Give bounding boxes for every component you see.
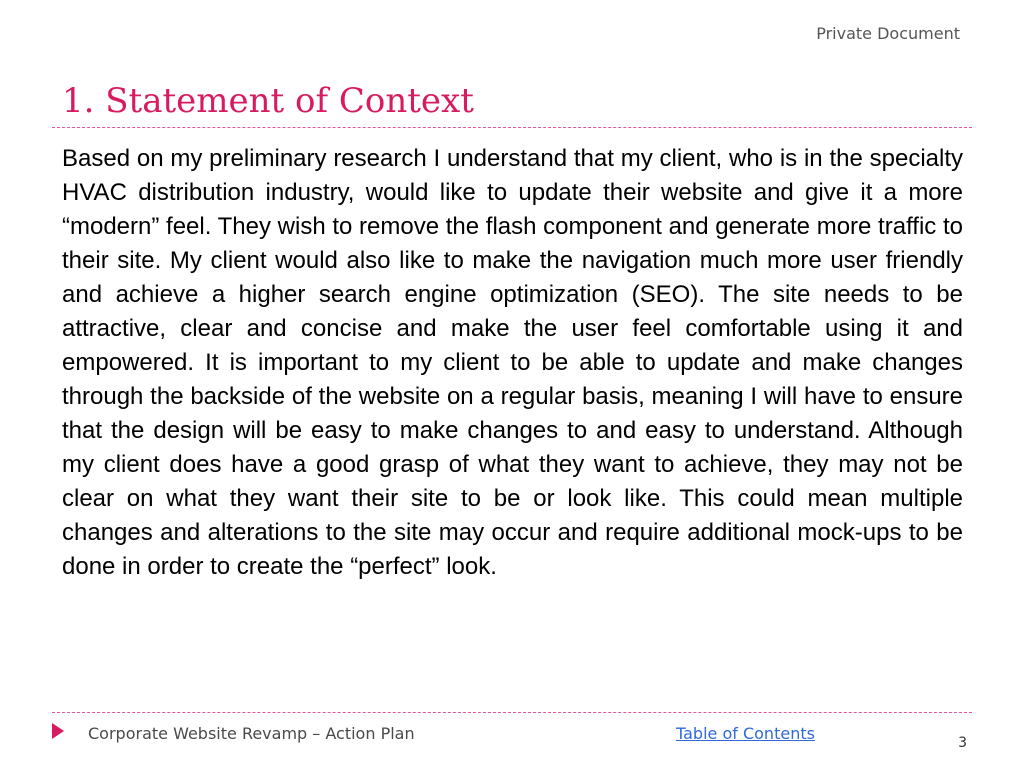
play-arrow-icon xyxy=(52,723,64,739)
presentation-title: Corporate Website Revamp – Action Plan xyxy=(88,724,415,743)
slide-title: 1. Statement of Context xyxy=(62,81,474,121)
title-divider xyxy=(52,127,972,128)
page-number: 3 xyxy=(958,735,967,751)
footer-divider xyxy=(52,712,972,713)
body-paragraph: Based on my preliminary research I understand that my client, who is in the specialty HVAC distribution industry, would like to update their website and give it a more “modern” feel. They wish to remove the flash component and generate more traffic to their site. My client would also like to make the navigation much more user friendly and achieve a higher search engine optimization (SEO). The site needs to be attractive, clear and concise and make the user feel comfortable using it and empowered. It is important to my client to be able to update and make changes through the backside of the website on a regular basis, meaning I will have to ensure that the design will be easy to make changes to and easy to understand. Although my client does have a good grasp of what they want to achieve, they may not be clear on what they want their site to be or look like. This could mean multiple changes and alterations to the site may occur and require additional mock-ups to be done in order to create the “perfect” look. xyxy=(62,145,963,580)
table-of-contents-link[interactable]: Table of Contents xyxy=(676,724,815,743)
document-label: Private Document xyxy=(816,24,960,43)
